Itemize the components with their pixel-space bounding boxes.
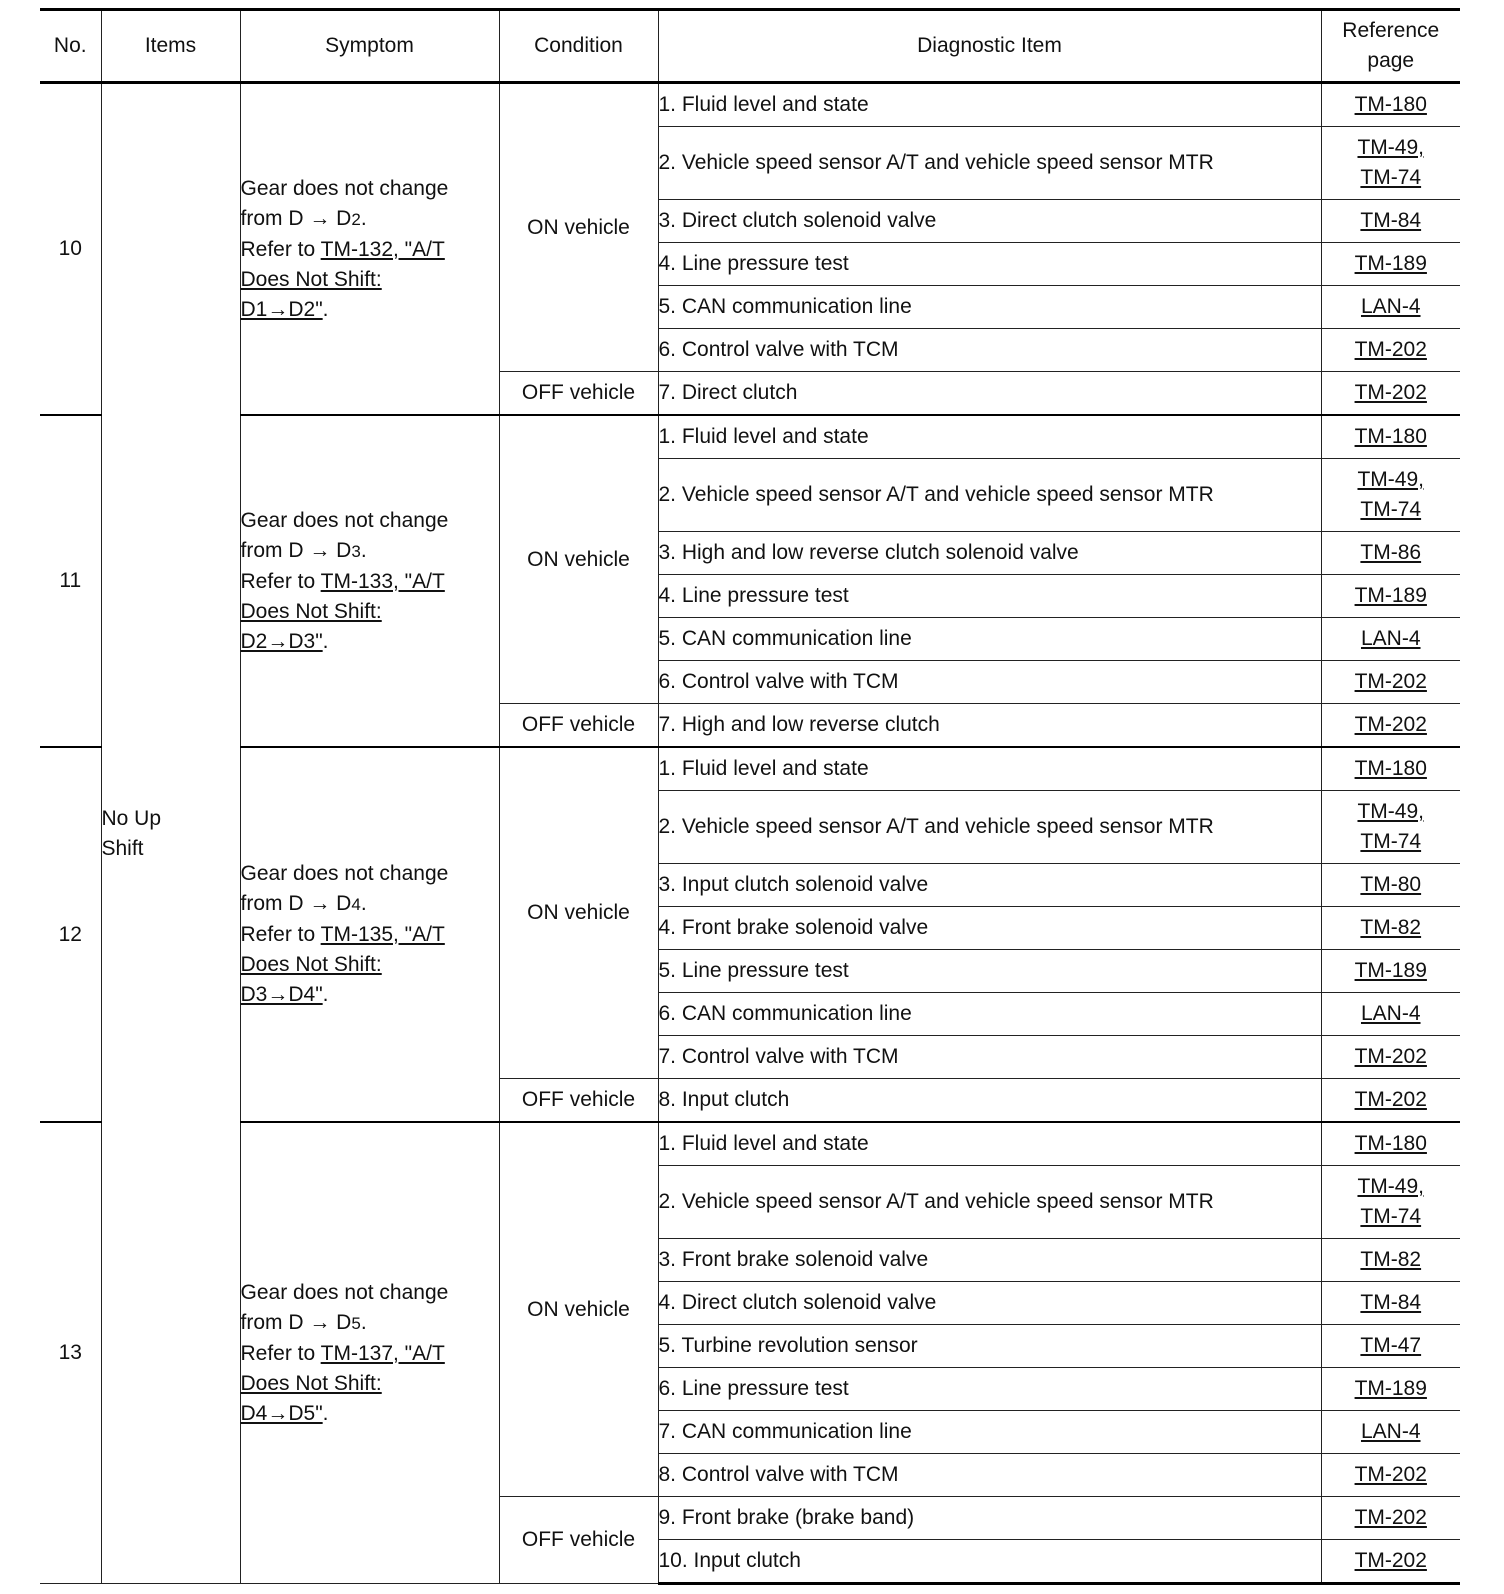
reference-link-2[interactable]: TM-74 <box>1360 166 1422 189</box>
diagnostic-item: 7. CAN communication line <box>658 1411 1321 1454</box>
symptom-refer-to: Refer to <box>240 1341 321 1365</box>
reference-link[interactable]: TM-49, <box>1357 136 1424 159</box>
diagnostic-item: 6. Control valve with TCM <box>658 329 1321 372</box>
reference-cell <box>1321 618 1460 661</box>
condition-on-vehicle: ON vehicle <box>499 747 658 1079</box>
reference-cell <box>1321 372 1460 416</box>
items-label-line2: Shift <box>101 836 144 860</box>
diagnostic-item: 7. Direct clutch <box>658 372 1321 416</box>
symptom-line1: Gear does not change <box>240 1280 449 1304</box>
reference-cell <box>1321 83 1460 127</box>
diagnostic-item: 3. High and low reverse clutch solenoid valve <box>658 532 1321 575</box>
symptom-link-end: . <box>322 983 329 1006</box>
symptom-line2-end: . <box>360 1310 367 1334</box>
table-row <box>40 415 1460 459</box>
diagnosis-table <box>40 8 1460 1585</box>
symptom-line2-end: . <box>360 206 367 230</box>
header-diagnostic-item: Diagnostic Item <box>658 10 1321 83</box>
reference-link[interactable]: TM-202 <box>1354 381 1427 404</box>
header-no: No. <box>40 10 101 83</box>
reference-cell <box>1321 1454 1460 1497</box>
symptom-link-shift[interactable]: D3→D4" <box>240 983 323 1006</box>
diagnostic-item: 4. Front brake solenoid valve <box>658 907 1321 950</box>
reference-link[interactable]: TM-202 <box>1354 1506 1427 1529</box>
row-number: 13 <box>40 1122 101 1584</box>
reference-link[interactable]: TM-47 <box>1360 1334 1422 1357</box>
reference-link[interactable]: TM-202 <box>1354 1463 1427 1486</box>
diagnostic-item: 5. CAN communication line <box>658 286 1321 329</box>
symptom-link-title[interactable]: Does Not Shift: <box>240 599 382 623</box>
symptom-link-page[interactable]: TM-135, "A/T <box>320 923 445 946</box>
diagnostic-item: 10. Input clutch <box>658 1540 1321 1584</box>
row-number: 10 <box>40 83 101 416</box>
reference-link[interactable]: TM-202 <box>1354 1549 1427 1572</box>
condition-off-vehicle: OFF vehicle <box>499 1497 658 1584</box>
reference-cell <box>1321 1122 1460 1166</box>
diagnostic-item: 1. Fluid level and state <box>658 747 1321 791</box>
reference-link[interactable]: TM-80 <box>1360 873 1422 896</box>
reference-link[interactable]: LAN-4 <box>1360 295 1421 318</box>
reference-link[interactable]: TM-86 <box>1360 541 1422 564</box>
symptom-link-shift[interactable]: D2→D3" <box>240 629 323 653</box>
symptom-line2: from D → D <box>240 1310 352 1334</box>
reference-link-2[interactable]: TM-74 <box>1360 498 1422 521</box>
diagnostic-item: 5. Turbine revolution sensor <box>658 1325 1321 1368</box>
reference-link[interactable]: TM-202 <box>1354 670 1427 693</box>
symptom-link-end: . <box>322 297 329 321</box>
reference-cell <box>1321 459 1460 532</box>
reference-link[interactable]: TM-189 <box>1354 252 1427 275</box>
symptom-link-page[interactable]: TM-137, "A/T <box>320 1341 445 1365</box>
reference-cell <box>1321 747 1460 791</box>
diagnostic-item: 2. Vehicle speed sensor A/T and vehicle speed sensor MTR <box>658 459 1321 532</box>
reference-cell <box>1321 1282 1460 1325</box>
reference-link-2[interactable]: TM-74 <box>1360 1205 1422 1228</box>
reference-link[interactable]: TM-189 <box>1354 959 1427 982</box>
diagnostic-item: 2. Vehicle speed sensor A/T and vehicle speed sensor MTR <box>658 1166 1321 1239</box>
diagnostic-item: 7. Control valve with TCM <box>658 1036 1321 1079</box>
symptom-cell <box>240 1122 499 1584</box>
reference-cell <box>1321 127 1460 200</box>
reference-link[interactable]: TM-202 <box>1354 1045 1427 1068</box>
symptom-line2-end: . <box>360 538 367 562</box>
reference-cell <box>1321 791 1460 864</box>
reference-cell <box>1321 1411 1460 1454</box>
symptom-line2: from D → D <box>240 206 352 230</box>
table-row <box>40 1122 1460 1166</box>
condition-on-vehicle: ON vehicle <box>499 83 658 372</box>
symptom-link-title[interactable]: Does Not Shift: <box>240 1371 382 1395</box>
symptom-link-page[interactable]: TM-133, "A/T <box>320 569 445 593</box>
header-reference-line1: Reference <box>1342 19 1440 42</box>
reference-cell <box>1321 329 1460 372</box>
reference-link[interactable]: TM-49, <box>1357 1175 1424 1198</box>
symptom-refer-to: Refer to <box>240 569 321 593</box>
symptom-cell <box>240 747 499 1122</box>
symptom-line2: from D → D <box>240 892 352 915</box>
diagnostic-item: 5. Line pressure test <box>658 950 1321 993</box>
condition-off-vehicle: OFF vehicle <box>499 372 658 416</box>
reference-link-2[interactable]: TM-74 <box>1360 830 1422 853</box>
condition-on-vehicle: ON vehicle <box>499 1122 658 1497</box>
reference-link[interactable]: TM-180 <box>1354 1132 1427 1155</box>
diagnostic-item: 1. Fluid level and state <box>658 83 1321 127</box>
reference-link[interactable]: LAN-4 <box>1360 1420 1421 1443</box>
diagnostic-item: 5. CAN communication line <box>658 618 1321 661</box>
reference-cell <box>1321 704 1460 748</box>
diagnostic-item: 1. Fluid level and state <box>658 1122 1321 1166</box>
symptom-line1: Gear does not change <box>240 176 449 200</box>
symptom-line1: Gear does not change <box>240 862 449 885</box>
header-reference-line2: page <box>1367 49 1415 72</box>
symptom-line2-end: . <box>360 892 367 915</box>
reference-link[interactable]: TM-189 <box>1354 1377 1427 1400</box>
reference-cell <box>1321 661 1460 704</box>
symptom-line1: Gear does not change <box>240 508 449 532</box>
reference-link[interactable]: TM-202 <box>1354 713 1427 736</box>
header-condition: Condition <box>499 10 658 83</box>
symptom-link-shift[interactable]: D4→D5" <box>240 1401 323 1425</box>
diagnostic-item: 6. Line pressure test <box>658 1368 1321 1411</box>
table-row <box>40 83 1460 127</box>
symptom-cell <box>240 415 499 747</box>
reference-link[interactable]: LAN-4 <box>1360 1002 1421 1025</box>
diagnostic-item: 6. CAN communication line <box>658 993 1321 1036</box>
reference-cell <box>1321 575 1460 618</box>
diagnostic-item: 3. Direct clutch solenoid valve <box>658 200 1321 243</box>
items-cell <box>101 83 240 1584</box>
symptom-link-end: . <box>322 629 329 653</box>
reference-cell <box>1321 1239 1460 1282</box>
reference-cell <box>1321 1079 1460 1123</box>
symptom-refer-to: Refer to <box>240 237 321 261</box>
condition-off-vehicle: OFF vehicle <box>499 704 658 748</box>
symptom-link-title[interactable]: Does Not Shift: <box>240 953 382 976</box>
condition-on-vehicle: ON vehicle <box>499 415 658 704</box>
reference-cell <box>1321 1497 1460 1540</box>
symptom-cell <box>240 83 499 416</box>
header-items: Items <box>101 10 240 83</box>
reference-cell <box>1321 864 1460 907</box>
header-symptom: Symptom <box>240 10 499 83</box>
reference-cell <box>1321 907 1460 950</box>
diagnostic-item: 2. Vehicle speed sensor A/T and vehicle speed sensor MTR <box>658 791 1321 864</box>
reference-cell <box>1321 415 1460 459</box>
reference-link[interactable]: TM-82 <box>1360 1248 1422 1271</box>
row-number: 11 <box>40 415 101 747</box>
symptom-line2: from D → D <box>240 538 352 562</box>
diagnostic-item: 6. Control valve with TCM <box>658 661 1321 704</box>
diagnostic-item: 2. Vehicle speed sensor A/T and vehicle speed sensor MTR <box>658 127 1321 200</box>
reference-cell <box>1321 532 1460 575</box>
reference-cell <box>1321 1166 1460 1239</box>
reference-link[interactable]: LAN-4 <box>1360 627 1421 650</box>
condition-off-vehicle: OFF vehicle <box>499 1079 658 1123</box>
diagnostic-item: 8. Input clutch <box>658 1079 1321 1123</box>
reference-link[interactable]: TM-49, <box>1357 800 1424 823</box>
symptom-link-title[interactable]: Does Not Shift: <box>240 267 382 291</box>
reference-cell <box>1321 1368 1460 1411</box>
reference-link[interactable]: TM-202 <box>1354 1088 1427 1111</box>
reference-link[interactable]: TM-180 <box>1354 93 1427 116</box>
reference-cell <box>1321 200 1460 243</box>
reference-link[interactable]: TM-202 <box>1354 338 1427 361</box>
reference-link[interactable]: TM-49, <box>1357 468 1424 491</box>
symptom-link-page[interactable]: TM-132, "A/T <box>320 237 445 261</box>
diagnostic-item: 9. Front brake (brake band) <box>658 1497 1321 1540</box>
symptom-link-shift[interactable]: D1→D2" <box>240 297 323 321</box>
items-label-line1: No Up <box>101 806 162 830</box>
diagnostic-item: 3. Input clutch solenoid valve <box>658 864 1321 907</box>
symptom-refer-to: Refer to <box>240 923 321 946</box>
table-row <box>40 747 1460 791</box>
reference-link[interactable]: TM-180 <box>1354 757 1427 780</box>
reference-cell <box>1321 950 1460 993</box>
reference-link[interactable]: TM-180 <box>1354 425 1427 448</box>
symptom-link-end: . <box>322 1401 329 1425</box>
diagnostic-item: 7. High and low reverse clutch <box>658 704 1321 748</box>
symptom-gear-number: 2 <box>351 209 361 229</box>
reference-link[interactable]: TM-84 <box>1360 1291 1422 1314</box>
row-number: 12 <box>40 747 101 1122</box>
diagnostic-item: 4. Line pressure test <box>658 575 1321 618</box>
reference-cell <box>1321 286 1460 329</box>
reference-link[interactable]: TM-84 <box>1360 209 1422 232</box>
symptom-gear-number: 4 <box>351 895 361 914</box>
reference-cell <box>1321 1036 1460 1079</box>
reference-cell <box>1321 993 1460 1036</box>
diagnostic-item: 3. Front brake solenoid valve <box>658 1239 1321 1282</box>
diagnostic-item: 4. Line pressure test <box>658 243 1321 286</box>
symptom-gear-number: 3 <box>351 541 361 561</box>
reference-link[interactable]: TM-189 <box>1354 584 1427 607</box>
reference-cell <box>1321 1540 1460 1584</box>
reference-link[interactable]: TM-82 <box>1360 916 1422 939</box>
reference-cell <box>1321 1325 1460 1368</box>
header-reference-page <box>1321 10 1460 83</box>
symptom-gear-number: 5 <box>351 1313 361 1333</box>
diagnostic-item: 1. Fluid level and state <box>658 415 1321 459</box>
reference-cell <box>1321 243 1460 286</box>
diagnostic-item: 4. Direct clutch solenoid valve <box>658 1282 1321 1325</box>
header-row <box>40 10 1460 83</box>
diagnostic-item: 8. Control valve with TCM <box>658 1454 1321 1497</box>
